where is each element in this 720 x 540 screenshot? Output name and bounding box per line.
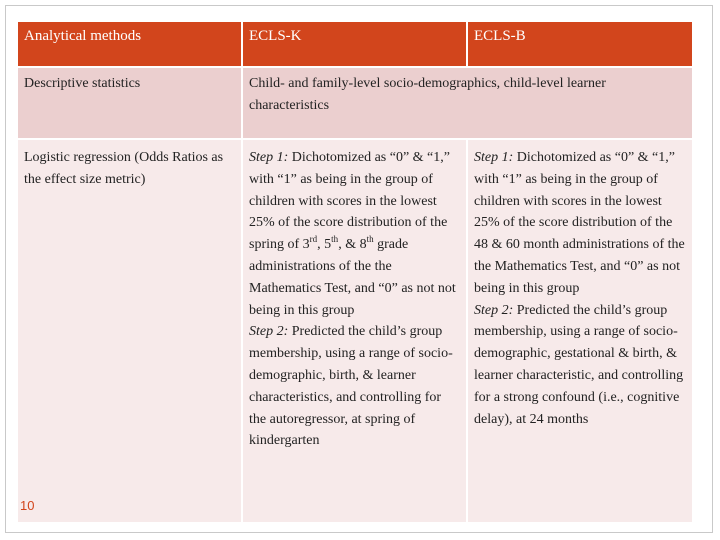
- step1-label: Step 1:: [249, 150, 289, 165]
- step1-text: Dichotomized as “0” & “1,” with “1” as being in the group of children with scores in the lowest 25% of the score distribution of the spring of 3: [249, 150, 450, 253]
- slide-number: 10: [20, 498, 35, 513]
- step2-label: Step 2:: [249, 324, 289, 340]
- step1-text: Dichotomized as “0” & “1,” with “1” as being in the group of children with scores in the lowest 25% of the score distribution of the 48 & 60 month administrations of the the Mathematics Test, and “0” as not being in this group: [474, 150, 685, 296]
- ecls-k-logistic-cell: [243, 140, 468, 524]
- step1-label: Step 1:: [474, 150, 514, 165]
- grade-separator: , & 8: [338, 237, 367, 253]
- header-analytical-methods: Analytical methods: [18, 22, 243, 68]
- ordinal-suffix: rd: [309, 233, 318, 244]
- step1-text: grade administrations of the the Mathematics Test, and “0” as not not being in this group: [249, 237, 456, 318]
- header-row: [18, 22, 694, 68]
- ordinal-suffix: th: [331, 233, 339, 244]
- method-cell-logistic: Logistic regression (Odds Ratios as the effect size metric): [18, 140, 243, 524]
- grade-separator: , 5: [317, 237, 332, 253]
- ecls-b-logistic-cell: [468, 140, 694, 524]
- step2-text: Predicted the child’s group membership, using a range of socio-demographic, gestational & birth, & learner characteristic, and controlling for a strong confound (i.e., cognitive delay), at 24 months: [474, 302, 684, 427]
- descriptive-merged-cell: Child- and family-level socio-demographics, child-level learner characteristics: [243, 68, 694, 140]
- methods-table: [18, 22, 694, 524]
- table-row: [18, 140, 694, 524]
- ordinal-suffix: th: [366, 233, 374, 244]
- step2-label: Step 2:: [474, 302, 514, 318]
- header-ecls-b: ECLS-B: [468, 22, 694, 68]
- step2-text: Predicted the child’s group membership, using a range of socio-demographic, birth, & learner characteristics, and controlling for the autoregressor, at spring of kindergarten: [249, 324, 453, 449]
- table-row: [18, 68, 694, 140]
- method-cell-descriptive: Descriptive statistics: [18, 68, 243, 140]
- header-ecls-k: ECLS-K: [243, 22, 468, 68]
